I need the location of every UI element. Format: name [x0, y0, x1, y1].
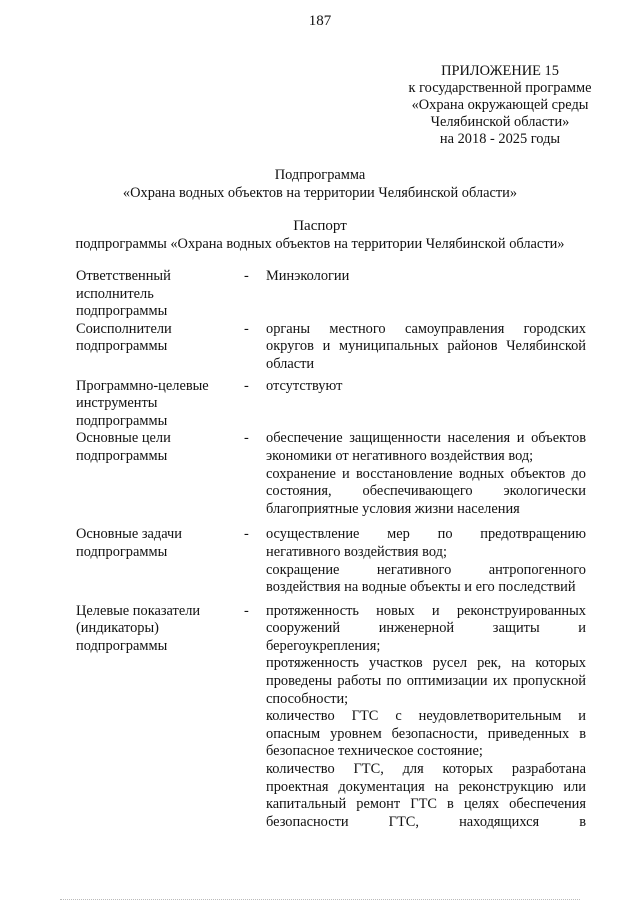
passport-label: Паспорт	[293, 218, 347, 234]
row-item: протяженность новых и реконструированных сооружений инженерной защиты и берегоукрепления;	[266, 602, 586, 654]
row-dash: -	[244, 320, 249, 337]
row-item: количество ГТС с неудовлетворительным и опасным уровнем безопасности, приведенных в безопасное техническое состояние;	[266, 708, 586, 760]
row-item: органы местного самоуправления городских округов и муниципальных районов Челябинской области	[266, 320, 586, 372]
passport-row-goals	[76, 430, 588, 518]
row-content	[266, 526, 586, 596]
appendix-line: Челябинской области»	[430, 114, 570, 130]
appendix-line: «Охрана окружающей среды	[411, 97, 589, 113]
appendix-line: к государственной программе	[408, 80, 592, 96]
subprogram-label: Подпрограмма	[274, 167, 366, 183]
row-content	[266, 430, 586, 518]
passport-row-indicators	[76, 603, 588, 832]
subprogram-name: «Охрана водных объектов на территории Челябинской области»	[122, 185, 518, 201]
appendix-block	[380, 63, 620, 148]
row-item: Минэкологии	[266, 268, 350, 284]
appendix-line: на 2018 - 2025 годы	[439, 131, 561, 147]
row-item: осуществление мер по предотвращению негативного воздействия вод;	[266, 526, 586, 560]
row-dash: -	[244, 430, 249, 447]
row-content	[266, 603, 586, 832]
row-dash: -	[244, 268, 249, 284]
row-item: отсутствуют	[266, 377, 343, 394]
passport-row-co-executors	[76, 321, 588, 374]
passport-table	[76, 268, 588, 831]
row-dash: -	[244, 377, 249, 394]
passport-name: подпрограммы «Охрана водных объектов на территории Челябинской области»	[75, 236, 565, 252]
row-content	[266, 321, 586, 374]
row-content	[266, 268, 586, 321]
row-item: количество ГТС, для которых разработана проектная документация на реконструкцию или капитальный ремонт ГТС в целях обеспечения безопасности ГТС, находящихся в	[266, 761, 586, 830]
appendix-title: ПРИЛОЖЕНИЕ 15	[441, 63, 559, 79]
row-dash: -	[244, 602, 249, 619]
row-content	[266, 378, 586, 431]
passport-row-responsible	[76, 268, 588, 321]
subprogram-heading	[0, 166, 640, 202]
passport-heading	[0, 217, 640, 253]
row-dash: -	[244, 526, 249, 543]
row-label: Целевые показатели (индикаторы) подпрограммы	[76, 602, 201, 654]
page-number: 187	[308, 13, 332, 29]
row-label: Программно-целевые инструменты подпрограммы	[76, 377, 209, 429]
row-label: Основные цели подпрограммы	[76, 430, 171, 464]
row-label: Основные задачи подпрограммы	[76, 526, 182, 560]
scan-edge-divider	[60, 899, 580, 901]
row-label: Соисполнители подпрограммы	[76, 320, 172, 355]
row-label: Ответственный исполнитель подпрограммы	[76, 268, 171, 320]
row-item: сокращение негативного антропогенного воздействия на водные объекты и его последствий	[266, 561, 586, 596]
row-item: обеспечение защищенности населения и объектов экономики от негативного воздействия вод;	[266, 430, 586, 464]
row-item: протяженность участков русел рек, на которых проведены работы по оптимизации их пропускной способности;	[266, 655, 586, 707]
passport-row-tasks	[76, 526, 588, 596]
passport-row-instruments	[76, 378, 588, 431]
row-item: сохранение и восстановление водных объектов до состояния, обеспечивающего экологически благоприятные условия жизни населения	[266, 465, 586, 517]
